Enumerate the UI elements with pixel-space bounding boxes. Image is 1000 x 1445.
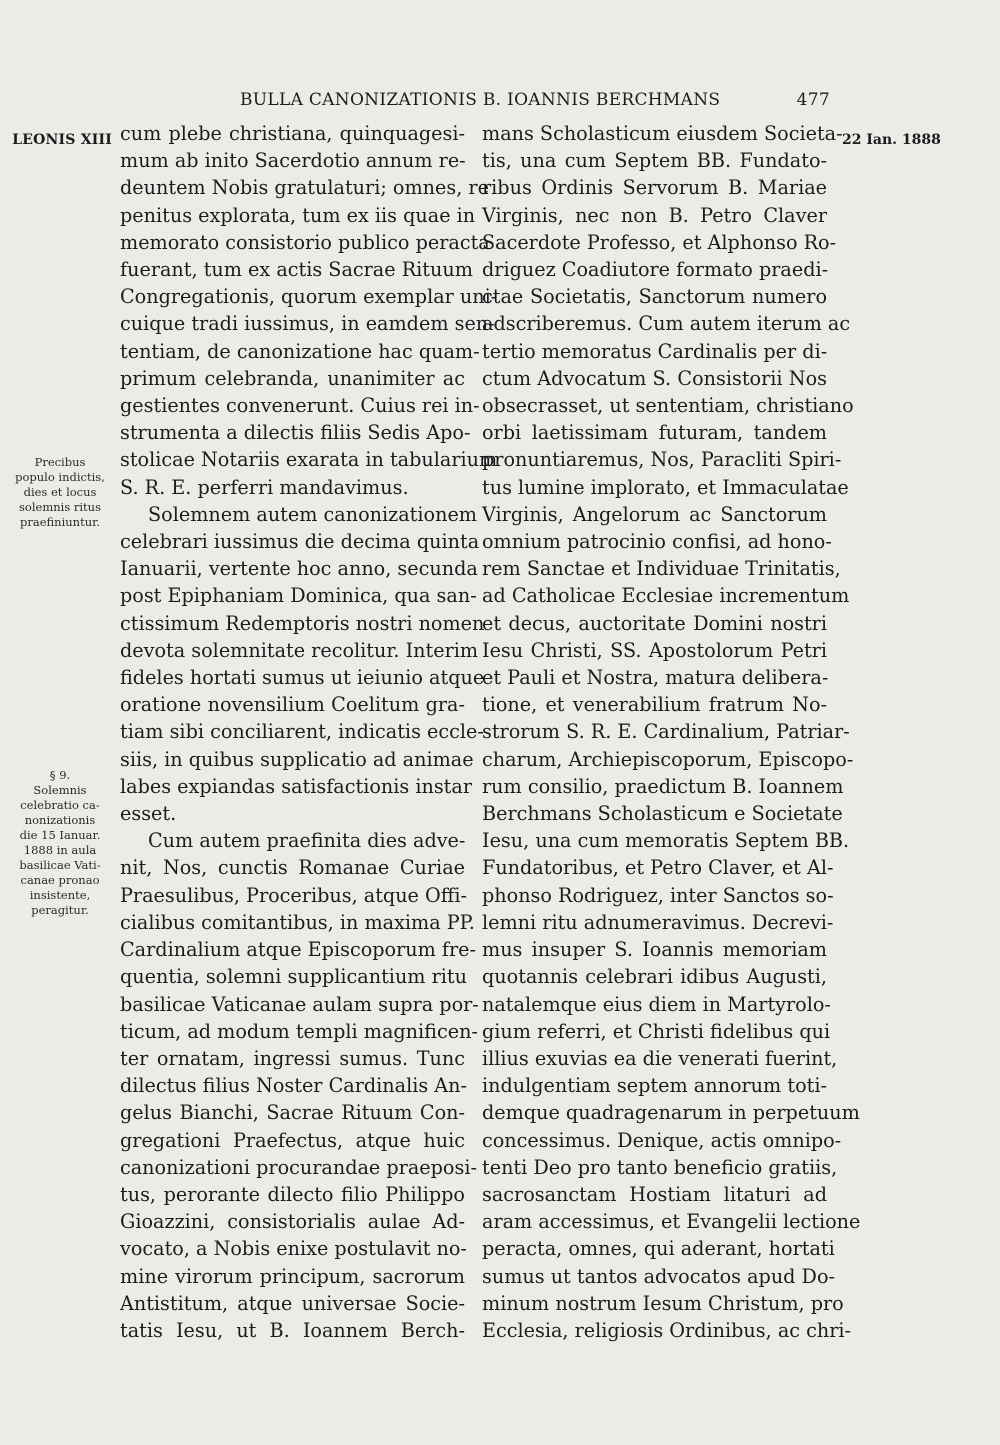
- text-line: tertio memoratus Cardinalis per di-: [482, 339, 828, 363]
- text-line: ctae Societatis, Sanctorum numero: [482, 285, 827, 309]
- text-line: penitus explorata, tum ex iis quae in: [120, 203, 476, 227]
- text-line: S. R. E. perferri mandavimus.: [120, 475, 409, 499]
- sidenote-line: § 9.: [49, 768, 71, 782]
- text-line: strumenta a dilectis filiis Sedis Apo-: [120, 421, 471, 445]
- text-line: illius exuvias ea die venerati fuerint,: [482, 1046, 838, 1070]
- text-line: ribus Ordinis Servorum B. Mariae: [482, 176, 827, 200]
- margin-date: 22 Ian. 1888: [842, 132, 941, 148]
- text-line: charum, Archiepiscoporum, Episcopo-: [482, 747, 854, 771]
- sidenote-line: Solemnis: [33, 783, 87, 797]
- text-line: et Pauli et Nostra, matura delibera-: [482, 666, 829, 690]
- margin-pontiff: LEONIS XIII: [12, 132, 112, 148]
- page-number: 477: [796, 90, 830, 110]
- text-line: Praesulibus, Proceribus, atque Offi-: [120, 883, 467, 907]
- text-line: fideles hortati sumus ut ieiunio atque: [120, 666, 485, 690]
- text-column-right: [482, 120, 861, 1344]
- text-line: Iesu, una cum memoratis Septem BB.: [482, 829, 850, 853]
- text-line: strorum S. R. E. Cardinalium, Patriar-: [482, 720, 850, 744]
- text-line: Sacerdote Professo, et Alphonso Ro-: [482, 230, 837, 254]
- text-line: tione, et venerabilium fratrum No-: [482, 693, 827, 717]
- text-line: ticum, ad modum templi magnificen-: [120, 1019, 478, 1043]
- text-line: cum plebe christiana, quinquagesi-: [120, 122, 465, 145]
- text-line: peracta, omnes, qui aderant, hortati: [482, 1237, 835, 1261]
- text-line: sacrosanctam Hostiam litaturi ad: [482, 1182, 827, 1206]
- text-line: demque quadragenarum in perpetuum: [482, 1101, 860, 1125]
- text-line: basilicae Vaticanae aulam supra por-: [120, 992, 479, 1016]
- text-line: adscriberemus. Cum autem iterum ac: [482, 312, 851, 336]
- text-line: oratione novensilium Coelitum gra-: [120, 693, 465, 717]
- text-line: devota solemnitate recolitur. Interim: [120, 638, 479, 662]
- text-line: dilectus filius Noster Cardinalis An-: [120, 1074, 467, 1098]
- text-line: tus, perorante dilecto filio Philippo: [120, 1182, 465, 1206]
- text-line: Virginis, nec non B. Petro Claver: [482, 203, 827, 227]
- sidenote-line: Precibus: [34, 455, 86, 469]
- text-line: ctum Advocatum S. Consistorii Nos: [482, 366, 827, 390]
- text-line: phonso Rodriguez, inter Sanctos so-: [482, 883, 834, 907]
- text-line: orbi laetissimam futuram, tandem: [482, 421, 827, 445]
- text-line: Solemnem autem canonizationem: [148, 502, 477, 526]
- text-line: omnium patrocinio confisi, ad hono-: [482, 530, 832, 554]
- text-line: Gioazzini, consistorialis aulae Ad-: [120, 1210, 465, 1234]
- text-line: tatis Iesu, ut B. Ioannem Berch-: [120, 1318, 465, 1342]
- text-line: rem Sanctae et Individuae Trinitatis,: [482, 557, 841, 581]
- text-line: mus insuper S. Ioannis memoriam: [482, 938, 827, 962]
- text-line: gium referri, et Christi fidelibus qui: [482, 1019, 831, 1043]
- text-line: Berchmans Scholasticum e Societate: [482, 802, 843, 826]
- text-line: driguez Coadiutore formato praedi-: [482, 258, 829, 282]
- text-line: ctissimum Redemptoris nostri nomen: [120, 611, 485, 635]
- text-line: minum nostrum Iesum Christum, pro: [482, 1291, 844, 1315]
- text-line: nit, Nos, cunctis Romanae Curiae: [120, 856, 465, 880]
- text-line: tiam sibi conciliarent, indicatis eccle-: [120, 720, 484, 744]
- text-line: rum consilio, praedictum B. Ioannem: [482, 774, 844, 798]
- text-line: Cardinalium atque Episcoporum fre-: [120, 938, 477, 962]
- text-line: aram accessimus, et Evangelii lectione: [482, 1210, 861, 1234]
- text-line: Iesu Christi, SS. Apostolorum Petri: [482, 638, 827, 662]
- sidenote-line: dies et locus: [23, 485, 97, 499]
- sidenote-line: populo indictis,: [15, 470, 105, 484]
- text-line: ter ornatam, ingressi sumus. Tunc: [120, 1046, 465, 1070]
- sidenote-line: insistente,: [29, 888, 91, 902]
- sidenote-line: canae pronao: [20, 873, 100, 887]
- text-line: pronuntiaremus, Nos, Paracliti Spiri-: [482, 448, 842, 472]
- text-column-left: [120, 120, 498, 1344]
- text-line: fuerant, tum ex actis Sacrae Rituum: [120, 258, 473, 282]
- running-header: [120, 90, 830, 114]
- text-line: sumus ut tantos advocatos apud Do-: [482, 1264, 835, 1288]
- sidenote-line: peragitur.: [31, 903, 89, 917]
- text-line: memorato consistorio publico peracta: [120, 230, 490, 254]
- sidenote-line: 1888 in aula: [23, 843, 97, 857]
- text-line: esset.: [120, 802, 177, 826]
- sidenote-line: solemnis ritus: [19, 500, 101, 514]
- text-line: cuique tradi iussimus, in eamdem sen-: [120, 312, 495, 336]
- text-line: tenti Deo pro tanto beneficio gratiis,: [482, 1155, 838, 1179]
- sidenote-line: nonizationis: [24, 813, 96, 827]
- text-line: gestientes convenerunt. Cuius rei in-: [120, 394, 480, 418]
- running-title: BULLA CANONIZATIONIS B. IOANNIS BERCHMANS: [240, 90, 721, 110]
- text-line: quotannis celebrari idibus Augusti,: [482, 965, 827, 989]
- text-line: lemni ritu adnumeravimus. Decrevi-: [482, 910, 834, 934]
- text-line: celebrari iussimus die decima quinta: [120, 530, 480, 554]
- text-line: mans Scholasticum eiusdem Societa-: [482, 122, 843, 145]
- text-line: mum ab inito Sacerdotio annum re-: [120, 149, 466, 173]
- sidenote-preces: [10, 455, 110, 530]
- text-line: Congregationis, quorum exemplar uni-: [120, 285, 498, 309]
- text-line: stolicae Notariis exarata in tabularium: [120, 448, 498, 472]
- text-line: Antistitum, atque universae Socie-: [120, 1291, 465, 1315]
- text-line: deuntem Nobis gratulaturi; omnes, re: [120, 176, 489, 200]
- sidenote-line: praefiniuntur.: [19, 515, 100, 529]
- text-line: post Epiphaniam Dominica, qua san-: [120, 584, 477, 608]
- text-line: ad Catholicae Ecclesiae incrementum: [482, 584, 850, 608]
- text-line: et decus, auctoritate Domini nostri: [482, 611, 827, 635]
- text-line: tentiam, de canonizatione hac quam-: [120, 339, 480, 363]
- text-line: indulgentiam septem annorum toti-: [482, 1074, 827, 1098]
- text-line: Virginis, Angelorum ac Sanctorum: [482, 502, 827, 526]
- text-line: vocato, a Nobis enixe postulavit no-: [120, 1237, 467, 1261]
- text-line: Fundatoribus, et Petro Claver, et Al-: [482, 856, 834, 880]
- text-line: Ecclesia, religiosis Ordinibus, ac chri-: [482, 1318, 851, 1342]
- text-line: Cum autem praefinita dies adve-: [148, 829, 466, 853]
- text-line: quentia, solemni supplicantium ritu: [120, 965, 467, 989]
- text-line: Ianuarii, vertente hoc anno, secunda: [120, 557, 478, 581]
- text-line: gelus Bianchi, Sacrae Rituum Con-: [120, 1101, 465, 1125]
- text-line: labes expiandas satisfactionis instar: [120, 774, 472, 798]
- text-line: tus lumine implorato, et Immaculatae: [482, 475, 849, 499]
- text-line: mine virorum principum, sacrorum: [120, 1264, 465, 1288]
- sidenote-celebratio: [10, 768, 110, 918]
- text-line: natalemque eius diem in Martyrolo-: [482, 992, 831, 1016]
- text-line: primum celebranda, unanimiter ac: [120, 366, 465, 390]
- text-line: cialibus comitantibus, in maxima PP.: [120, 910, 475, 934]
- text-line: concessimus. Denique, actis omnipo-: [482, 1128, 842, 1152]
- text-line: obsecrasset, ut sententiam, christiano: [482, 394, 854, 418]
- text-line: canonizationi procurandae praeposi-: [120, 1155, 477, 1179]
- text-line: gregationi Praefectus, atque huic: [120, 1128, 465, 1152]
- sidenote-line: basilicae Vati-: [19, 858, 101, 872]
- text-line: siis, in quibus supplicatio ad animae: [120, 747, 474, 771]
- text-line: tis, una cum Septem BB. Fundato-: [482, 149, 827, 173]
- sidenote-line: die 15 Ianuar.: [19, 828, 101, 842]
- sidenote-line: celebratio ca-: [20, 798, 100, 812]
